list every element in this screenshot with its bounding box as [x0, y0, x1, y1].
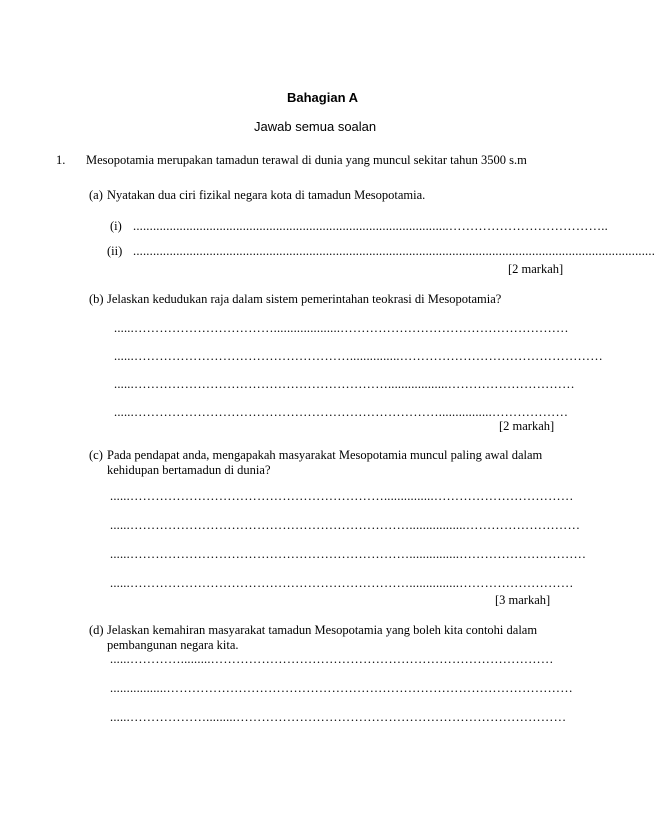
instruction: Jawab semua soalan: [254, 119, 377, 134]
question-number: 1.: [56, 153, 66, 167]
part-a-item-i-line[interactable]: ...............................................................................................………………………………..: [133, 219, 608, 233]
part-a-label: (a): [89, 188, 103, 202]
question-text: Mesopotamia merupakan tamadun terawal di dunia yang muncul sekitar tahun 3500 s.m: [86, 153, 527, 167]
part-b-answer-line-2[interactable]: ......……………………………………………...............…………………………………………: [114, 349, 603, 363]
part-c-answer-line-4[interactable]: ......…………………………………………………………...............………………………: [110, 576, 574, 590]
part-a-marks: [2 markah]: [508, 262, 564, 276]
part-c-text-line-1: Pada pendapat anda, mengapakah masyarakat Mesopotamia muncul paling awal dalam: [107, 448, 543, 462]
part-d-label: (d): [89, 623, 104, 637]
part-b-answer-line-4[interactable]: ......………………………………………………………………................………………: [114, 405, 569, 419]
part-b-answer-line-3[interactable]: ......……………………………………………………..................…………………………: [114, 377, 575, 391]
part-b-marks: [2 markah]: [499, 419, 555, 433]
part-c-answer-line-1[interactable]: ......……………………………………………………...............……………………………: [110, 489, 574, 503]
part-c-label: (c): [89, 448, 103, 462]
part-b-text: Jelaskan kedudukan raja dalam sistem pemerintahan teokrasi di Mesopotamia?: [107, 292, 502, 306]
part-c-answer-line-2[interactable]: ......………………………………………………………….................………………………: [110, 518, 581, 532]
part-b-answer-line-1[interactable]: ......……………………………....................………………………………………………: [114, 321, 569, 335]
part-b-label: (b): [89, 292, 104, 306]
part-d-answer-line-3[interactable]: ......……………….........……………………………………………………………………: [110, 710, 567, 724]
section-title: Bahagian A: [287, 90, 359, 105]
part-d-text-line-2: pembangunan negara kita.: [107, 638, 239, 652]
part-d-answer-line-1[interactable]: ......………….........………………………………………………………………………: [110, 652, 554, 666]
part-c-answer-line-3[interactable]: ......…………………………………………………………...............…………………………: [110, 547, 587, 561]
part-a-item-ii-line[interactable]: .............................................................................................................................................................: [133, 244, 655, 258]
part-a-text: Nyatakan dua ciri fizikal negara kota di tamadun Mesopotamia.: [107, 188, 426, 202]
part-a-item-i-label: (i): [110, 219, 122, 233]
part-c-marks: [3 markah]: [495, 593, 551, 607]
part-c-text-line-2: kehidupan bertamadun di dunia?: [107, 463, 271, 477]
part-d-answer-line-2[interactable]: .................……………………………………………………………………………………: [110, 681, 573, 695]
part-d-text-line-1: Jelaskan kemahiran masyarakat tamadun Mesopotamia yang boleh kita contohi dalam: [107, 623, 538, 637]
part-a-item-ii-label: (ii): [107, 244, 123, 258]
